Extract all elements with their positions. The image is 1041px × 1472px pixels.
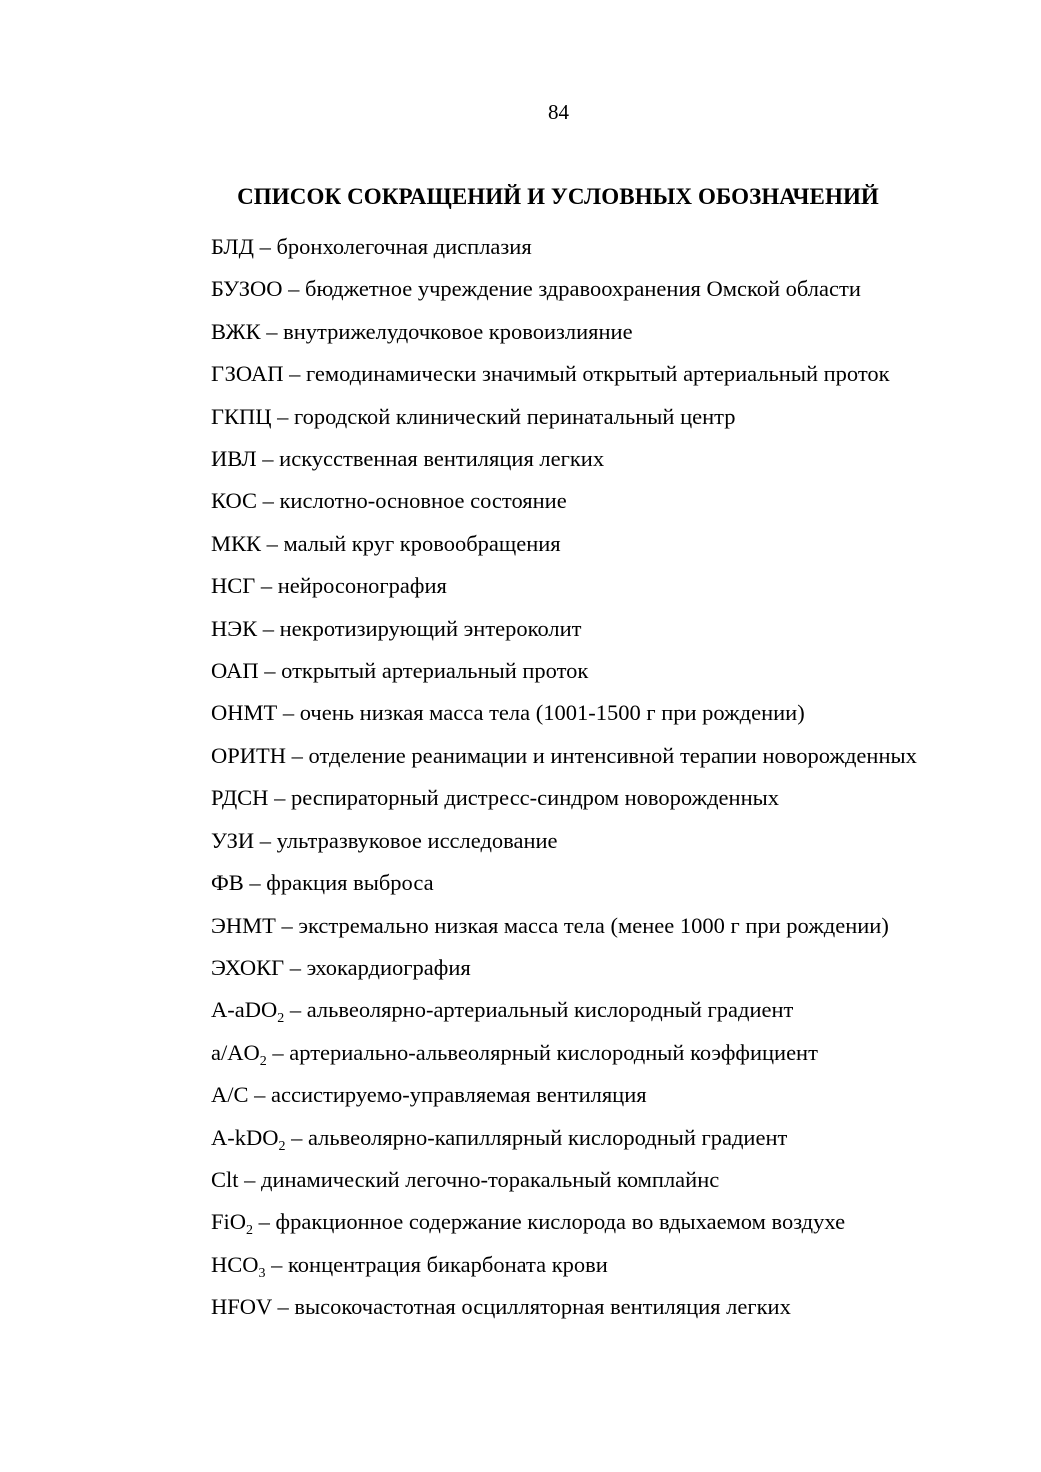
abbreviation: МКК [211, 530, 262, 556]
definition: – динамический легочно-торакальный комплайнс [238, 1166, 720, 1192]
definition: – ассистируемо-управляемая вентиляция [248, 1082, 647, 1108]
list-item [148, 226, 968, 268]
abbreviation: ЭНМТ [211, 912, 276, 938]
list-item [148, 862, 968, 904]
definition: – искусственная вентиляция легких [256, 446, 605, 472]
abbreviation: A-kDO [211, 1124, 279, 1150]
list-item [148, 396, 968, 438]
abbreviation: НСГ [211, 573, 256, 599]
abbreviation: НЭК [211, 615, 258, 641]
list-item [148, 989, 968, 1031]
list-item [148, 692, 968, 734]
abbreviation: HFOV [211, 1294, 272, 1320]
definition: – концентрация бикарбоната крови [265, 1251, 608, 1277]
definition: – альвеолярно-капиллярный кислородный градиент [285, 1124, 788, 1150]
abbreviation: a/AO [211, 1039, 260, 1065]
abbreviation: ИВЛ [211, 446, 257, 472]
abbreviation: Clt [211, 1166, 239, 1192]
list-item [148, 947, 968, 989]
definition: – очень низкая масса тела (1001-1500 г при рождении) [277, 700, 805, 726]
definition: – гемодинамически значимый открытый артериальный проток [283, 361, 890, 387]
definition: – бронхолегочная дисплазия [253, 234, 532, 259]
list-item [148, 1244, 968, 1286]
page-number: 84 [548, 100, 569, 124]
definition: – некротизирующий энтероколит [257, 615, 582, 641]
definition: – артериально-альвеолярный кислородный коэффициент [266, 1039, 818, 1065]
list-item [148, 311, 968, 353]
definition: – фракционное содержание кислорода во вдыхаемом воздухе [253, 1209, 846, 1235]
definition: – бюджетное учреждение здравоохранения Омской области [282, 276, 861, 302]
abbreviation: ОРИТН [211, 742, 287, 768]
list-item [148, 650, 968, 692]
subscript: 2 [259, 1053, 267, 1069]
definition: – внутрижелудочковое кровоизлияние [260, 318, 633, 344]
list-item [148, 1286, 968, 1328]
definition: – кислотно-основное состояние [256, 488, 567, 514]
abbreviation: FiO [211, 1209, 247, 1235]
abbreviation: ГЗОАП [211, 361, 284, 387]
list-item [148, 905, 968, 947]
definition: – отделение реанимации и интенсивной терапии новорожденных [286, 742, 917, 768]
subscript: 2 [277, 1011, 285, 1027]
abbreviation: ОНМТ [211, 700, 278, 726]
list-item [148, 735, 968, 777]
definition: – экстремально низкая масса тела (менее 1000 г при рождении) [275, 912, 889, 938]
subscript: 3 [258, 1265, 266, 1281]
list-item [148, 438, 968, 480]
abbreviation: ВЖК [211, 318, 261, 344]
definition: – нейросонография [255, 573, 447, 599]
abbreviation-list [148, 226, 968, 1329]
abbreviation: БЛД [211, 234, 254, 259]
abbreviation: УЗИ [211, 827, 255, 853]
list-item [148, 1117, 968, 1159]
list-item [148, 608, 968, 650]
list-item [148, 1201, 968, 1243]
definition: – респираторный дистресс-синдром новорожденных [268, 785, 779, 811]
abbreviation: A-aDO [211, 997, 278, 1023]
definition: – открытый артериальный проток [258, 658, 589, 684]
list-item [148, 1159, 968, 1201]
list-item [148, 820, 968, 862]
abbreviation: A/C [211, 1082, 249, 1108]
abbreviation: ФВ [211, 870, 244, 896]
list-item [148, 480, 968, 522]
abbreviation: БУЗОО [211, 276, 283, 302]
abbreviation: ГКПЦ [211, 403, 272, 429]
definition: – малый круг кровообращения [261, 530, 561, 556]
list-item [148, 1032, 968, 1074]
definition: – высокочастотная осцилляторная вентиляция легких [271, 1294, 791, 1320]
list-item [148, 353, 968, 395]
abbreviation: ЭХОКГ [211, 954, 285, 980]
definition: – городской клинический перинатальный центр [271, 403, 736, 429]
list-item [148, 523, 968, 565]
definition: – альвеолярно-артериальный кислородный градиент [284, 997, 794, 1023]
abbreviation: РДСН [211, 785, 269, 811]
subscript: 2 [278, 1138, 286, 1154]
subscript: 2 [246, 1223, 254, 1239]
list-item [148, 777, 968, 819]
abbreviation: HCO [211, 1251, 259, 1277]
definition: – эхокардиография [284, 954, 471, 980]
page-title: СПИСОК СОКРАЩЕНИЙ И УСЛОВНЫХ ОБОЗНАЧЕНИЙ [237, 184, 879, 209]
definition: – фракция выброса [243, 870, 434, 896]
definition: – ультразвуковое исследование [254, 827, 558, 853]
abbreviation: КОС [211, 488, 257, 514]
list-item [148, 565, 968, 607]
abbreviation: ОАП [211, 658, 259, 684]
list-item [148, 1074, 968, 1116]
list-item [148, 268, 968, 310]
